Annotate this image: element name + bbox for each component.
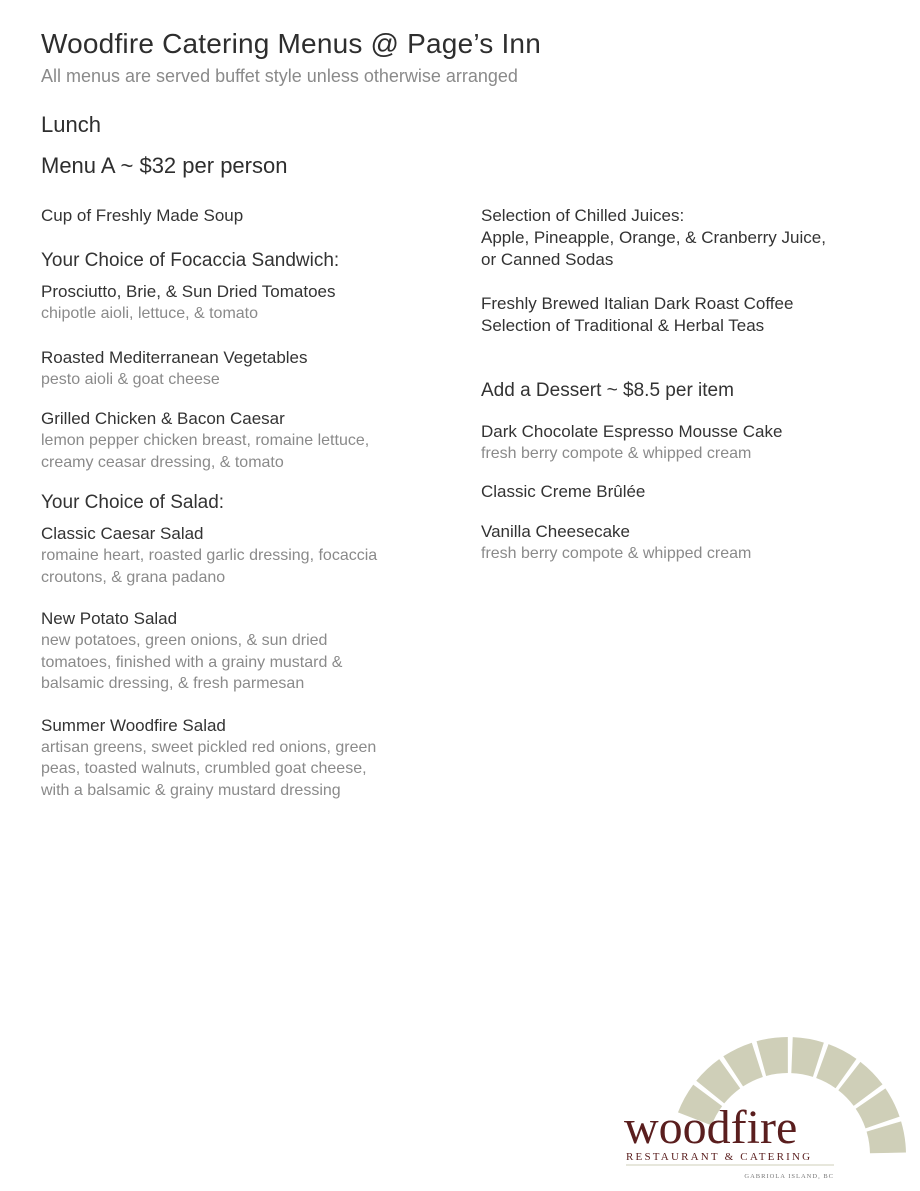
menu-item: [41, 347, 441, 391]
juices-list: Apple, Pineapple, Orange, & Cranberry Juice,: [481, 228, 826, 247]
page-title: Woodfire Catering Menus @ Page’s Inn: [41, 28, 541, 59]
salad-heading: Your Choice of Salad:: [41, 492, 225, 513]
logo-tagline: RESTAURANT & CATERING: [626, 1151, 813, 1163]
item-name: Prosciutto, Brie, & Sun Dried Tomatoes: [41, 282, 336, 301]
item-name: Vanilla Cheesecake: [481, 521, 630, 541]
juices-heading: Selection of Chilled Juices:: [481, 206, 685, 225]
item-description: peas, toasted walnuts, crumbled goat cheese,: [41, 760, 367, 777]
item-description: pesto aioli & goat cheese: [41, 370, 220, 388]
item-description: fresh berry compote & whipped cream: [481, 445, 752, 462]
logo-wordmark: woodfire: [624, 1101, 798, 1154]
menu-item: [41, 523, 441, 588]
item-description: fresh berry compote & whipped cream: [481, 544, 752, 562]
menu-title: Menu A ~ $32 per person: [41, 153, 288, 178]
item-name: Grilled Chicken & Bacon Caesar: [41, 409, 285, 428]
soup-item: Cup of Freshly Made Soup: [41, 206, 244, 225]
coffee-item: Freshly Brewed Italian Dark Roast Coffee: [481, 294, 794, 313]
sandwich-heading: Your Choice of Focaccia Sandwich:: [41, 250, 340, 271]
item-description: with a balsamic & grainy mustard dressing: [41, 781, 341, 799]
menu-item: [41, 608, 441, 695]
menu-item: [41, 715, 441, 802]
arch-stone: [757, 1037, 788, 1076]
right-column: [481, 205, 901, 564]
menu-item: [41, 408, 441, 473]
menu-item: [481, 481, 901, 503]
item-description: creamy ceasar dressing, & tomato: [41, 453, 284, 471]
left-column: [41, 205, 441, 801]
section-heading-lunch: Lunch: [41, 112, 101, 137]
item-name: Classic Caesar Salad: [41, 524, 204, 543]
item-description: new potatoes, green onions, & sun dried: [41, 632, 328, 649]
woodfire-logo: [620, 1035, 910, 1185]
dessert-heading: Add a Dessert ~ $8.5 per item: [481, 380, 734, 401]
item-name: Dark Chocolate Espresso Mousse Cake: [481, 422, 783, 441]
item-name: New Potato Salad: [41, 609, 178, 628]
juices-list: or Canned Sodas: [481, 250, 614, 269]
item-name: Roasted Mediterranean Vegetables: [41, 347, 308, 367]
item-description: balsamic dressing, & fresh parmesan: [41, 675, 305, 692]
menu-item: [41, 281, 441, 325]
logo-location: GABRIOLA ISLAND, BC: [744, 1173, 834, 1180]
item-description: artisan greens, sweet pickled red onions, green: [41, 738, 377, 756]
item-name: Summer Woodfire Salad: [41, 715, 226, 735]
item-description: lemon pepper chicken breast, romaine lettuce,: [41, 432, 370, 449]
item-description: chipotle aioli, lettuce, & tomato: [41, 305, 259, 322]
item-name: Classic Creme Brûlée: [481, 481, 646, 501]
menu-item: [481, 421, 901, 465]
item-description: tomatoes, finished with a grainy mustard &: [41, 653, 343, 671]
page-subtitle: All menus are served buffet style unless otherwise arranged: [41, 66, 518, 86]
item-description: croutons, & grana padano: [41, 568, 226, 586]
tea-item: Selection of Traditional & Herbal Teas: [481, 316, 765, 335]
item-description: romaine heart, roasted garlic dressing, focaccia: [41, 547, 378, 564]
menu-item: [481, 521, 901, 565]
arch-stone: [867, 1121, 906, 1153]
